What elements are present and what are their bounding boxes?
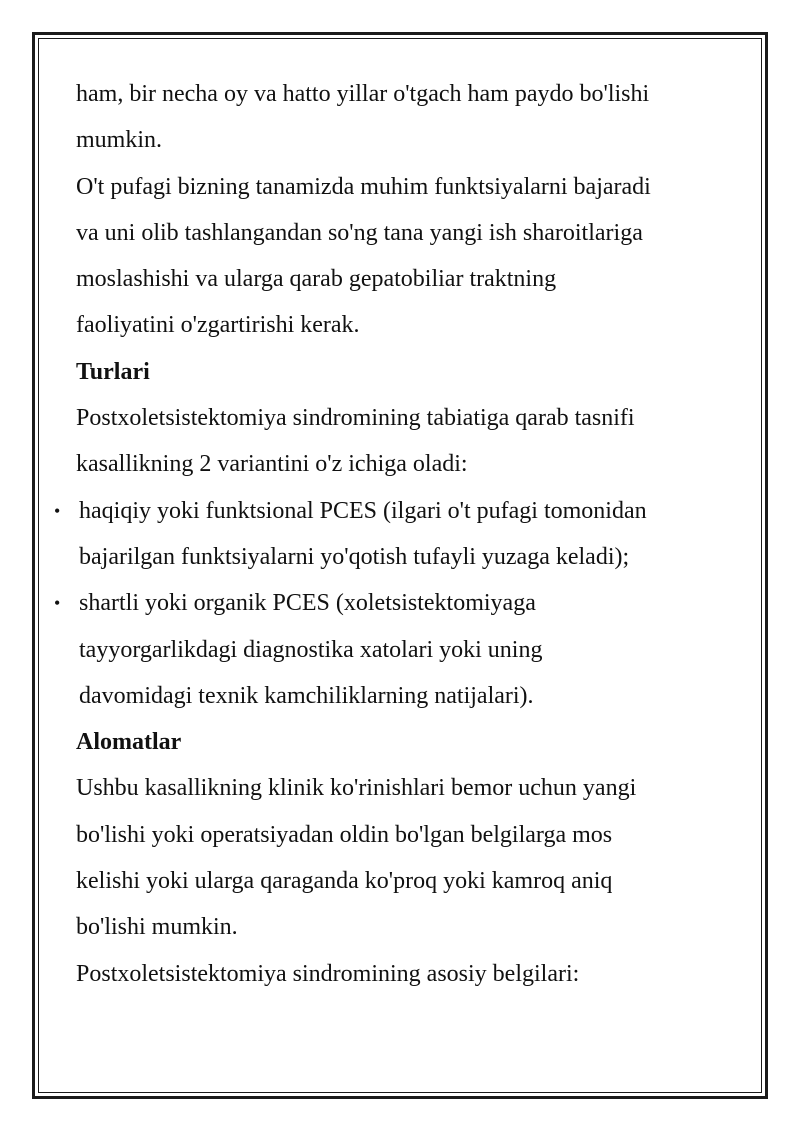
text-line: ham, bir necha oy va hatto yillar o'tgach ham paydo bo'lishi	[76, 81, 650, 107]
document-body	[54, 71, 736, 997]
text-line: Postxoletsistektomiya sindromining asosiy belgilari:	[76, 960, 580, 987]
text-line: mumkin.	[76, 127, 163, 154]
list-item	[54, 488, 736, 581]
bullet-list	[54, 488, 736, 719]
text-line: bo'lishi yoki operatsiyadan oldin bo'lgan belgilarga mos	[76, 821, 613, 848]
bullet-marker: •	[54, 500, 61, 521]
text-line: O't pufagi bizning tanamizda muhim funktsiyalarni bajaradi	[76, 173, 651, 200]
paragraph-main-signs	[76, 951, 736, 997]
text-line: haqiqiy yoki funktsional PCES (ilgari o't pufagi tomonidan	[79, 497, 647, 524]
paragraph-continuation	[76, 71, 736, 164]
text-line: Postxoletsistektomiya sindromining tabiatiga qarab tasnifi	[76, 405, 635, 432]
section-heading-turlari: Turlari	[76, 358, 150, 385]
text-line: shartli yoki organik PCES (xoletsistektomiyaga	[79, 590, 536, 617]
section-heading-alomatlar: Alomatlar	[76, 729, 182, 756]
paragraph-symptoms	[76, 765, 736, 950]
text-line: va uni olib tashlangandan so'ng tana yangi ish sharoitlariga	[76, 219, 643, 246]
text-line: tayyorgarlikdagi diagnostika xatolari yoki uning	[79, 636, 543, 663]
paragraph-gallbladder-function	[76, 164, 736, 349]
text-line: kasallikning 2 variantini o'z ichiga oladi:	[76, 451, 468, 478]
text-line: moslashishi va ularga qarab gepatobiliar traktning	[76, 266, 557, 293]
text-line: bo'lishi mumkin.	[76, 914, 238, 941]
text-line: Ushbu kasallikning klinik ko'rinishlari bemor uchun yangi	[76, 775, 637, 802]
text-line: bajarilgan funktsiyalarni yo'qotish tufayli yuzaga keladi);	[79, 543, 630, 570]
text-line: kelishi yoki ularga qaraganda ko'proq yoki kamroq aniq	[76, 868, 613, 895]
text-line: faoliyatini o'zgartirishi kerak.	[76, 312, 360, 339]
bullet-marker: •	[54, 593, 61, 614]
text-line: davomidagi texnik kamchiliklarning natijalari).	[79, 682, 534, 709]
list-item	[54, 580, 736, 719]
paragraph-classification	[76, 395, 736, 488]
